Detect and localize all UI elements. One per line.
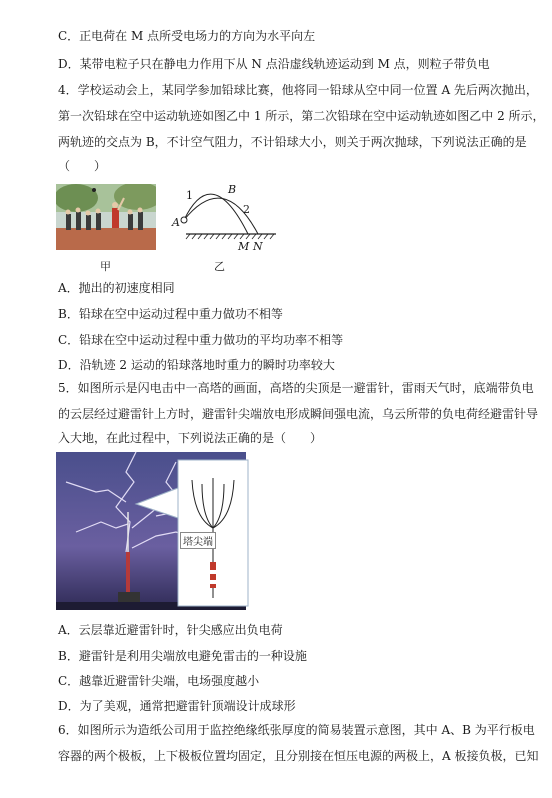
question-6-line-1: 6．如图所示为造纸公司用于监控绝缘纸张厚度的简易装置示意图，其中 A、B 为平行板电 [58,723,535,737]
question-4-line-1: 4．学校运动会上，某同学参加铅球比赛，他将同一铅球从空中同一位置 A 先后两次抛出， [58,83,538,97]
figure-caption-yi: 乙 [214,260,225,273]
tower-tip-callout: 塔尖端 [180,532,216,549]
trajectory-2-label: 2 [243,203,250,216]
question-4-line-3: 两轨迹的交点为 B，不计空气阻力，不计铅球大小，则关于两次抛球，下列说法正确的是 [58,135,527,149]
option-d-q4: D．沿轨迹 2 运动的铅球落地时重力的瞬时功率较大 [58,358,335,372]
trajectory-1-label: 1 [186,189,193,202]
option-c-q4: C．铅球在空中运动过程中重力做功的平均功率不相等 [58,333,344,347]
option-b-q5: B．避雷针是利用尖端放电避免雷击的一种设施 [58,649,307,663]
option-b-q4: B．铅球在空中运动过程中重力做功不相等 [58,307,283,321]
point-m-label: M [238,240,250,253]
option-c-q5: C．越靠近避雷针尖端，电场强度越小 [58,674,260,688]
question-5-line-2: 的云层经过避雷针上方时，避雷针尖端放电形成瞬间强电流，乌云所带的负电荷经避雷针导 [58,407,539,421]
option-a-q4: A．抛出的初速度相同 [58,281,175,295]
option-c-q3: C．正电荷在 M 点所受电场力的方向为水平向左 [58,29,316,43]
question-4-line-2: 第一次铅球在空中运动轨迹如图乙中 1 所示，第二次铅球在空中运动轨迹如图乙中 2 所示， [58,109,545,123]
question-6-line-2: 容器的两个极板，上下极板位置均固定，且分别接在恒压电源的两极上，A 板接负极，已知 [58,749,539,763]
question-5-line-3: 入大地，在此过程中，下列说法正确的是（ ） [58,431,323,445]
option-d-q3: D．某带电粒子只在静电力作用下从 N 点沿虚线轨迹运动到 M 点，则粒子带负电 [58,57,490,71]
point-a-label: A [172,216,180,229]
question-5-line-1: 5．如图所示是闪电击中一高塔的画面，高塔的尖顶是一避雷针，雷雨天气时，底端带负电 [58,381,534,395]
option-a-q5: A．云层靠近避雷针时，针尖感应出负电荷 [58,623,283,637]
option-d-q5: D．为了美观，通常把避雷针顶端设计成球形 [58,699,296,713]
point-n-label: N [253,240,263,253]
figure-caption-jia: 甲 [100,260,111,273]
trajectory-diagram [164,178,284,254]
question-4-bracket: （ ） [58,159,107,173]
shot-put-photo [56,184,156,250]
point-b-label: B [228,183,237,196]
